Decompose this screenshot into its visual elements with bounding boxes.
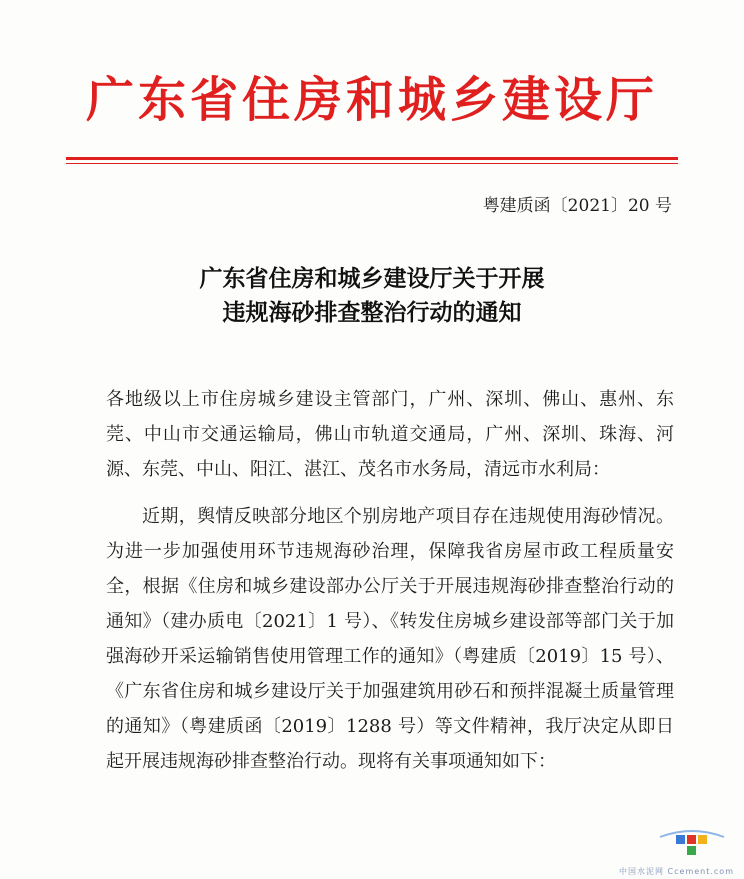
watermark-site-url: Ccement.com [667, 867, 734, 876]
notice-title-line-2: 违规海砂排查整治行动的通知 [222, 300, 522, 326]
document-number: 粤建质函〔2021〕20 号 [482, 196, 672, 216]
issuing-authority-header: 广东省住房和城乡建设厅 [85, 72, 658, 128]
watermark-site-text [619, 866, 734, 877]
header-red-rule-thick [66, 157, 678, 160]
notice-title [0, 262, 744, 330]
header-red-rule-thin [66, 163, 678, 164]
notice-title-line-1: 广东省住房和城乡建设厅关于开展 [199, 266, 545, 292]
addressee-paragraph: 各地级以上市住房城乡建设主管部门，广州、深圳、佛山、惠州、东莞、中山市交通运输局，佛山市轨道交通局，广州、深圳、珠海、河源、东莞、中山、阳江、湛江、茂名市水务局，清远市水利局： [106, 389, 674, 480]
document-body [106, 382, 674, 779]
watermark-logo-icon [654, 823, 730, 869]
watermark-site-name: 中国水泥网 [618, 867, 664, 876]
intro-paragraph: 近期，舆情反映部分地区个别房地产项目存在违规使用海砂情况。为进一步加强使用环节违规海砂治理，保障我省房屋市政工程质量安全，根据《住房和城乡建设部办公厅关于开展违规海砂排查整治行动的通知》（建办质电〔2021〕1 号）、《转发住房城乡建设部等部门关于加强海砂开采运输销售使用管理工作的通知》（粤建质〔2019〕15 号）、《广东省住房和城乡建设厅关于加强建筑用砂石和预拌混凝土质量管理的通知》（粤建质函〔2019〕1288 号）等文件精神，我厅决定从即日起开展违规海砂排查整治行动。现将有关事项通知如下： [106, 506, 674, 772]
